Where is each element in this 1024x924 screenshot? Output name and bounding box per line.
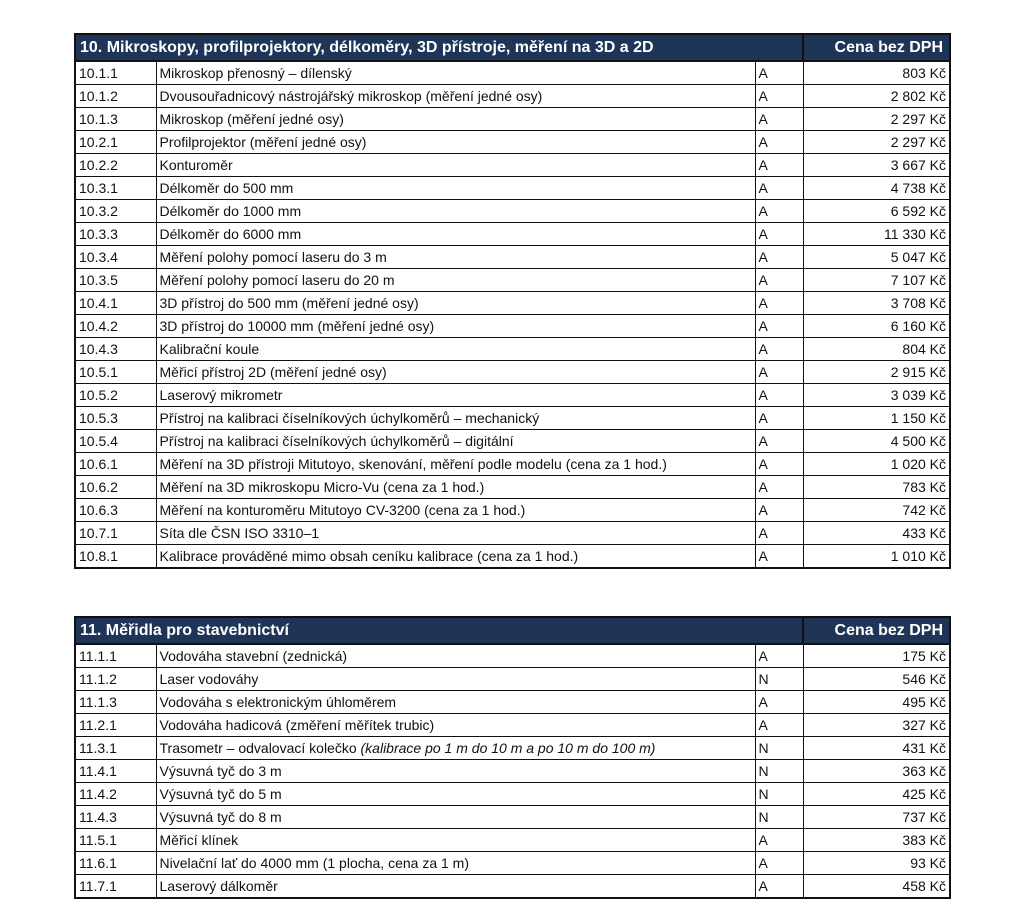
table-row — [75, 131, 950, 154]
item-description — [156, 246, 755, 269]
item-category: A — [755, 476, 803, 499]
item-description — [156, 338, 755, 361]
item-description-text: Měřicí klínek — [159, 832, 239, 848]
item-price: 7 107 Kč — [803, 269, 950, 292]
item-category: A — [755, 200, 803, 223]
section-header-row — [75, 617, 950, 644]
table-row — [75, 177, 950, 200]
item-price: 737 Kč — [803, 806, 950, 829]
item-price: 742 Kč — [803, 499, 950, 522]
item-category: A — [755, 499, 803, 522]
item-description — [156, 85, 755, 108]
item-description-text: Nivelační lať do 4000 mm (1 plocha, cena za 1 m) — [159, 855, 470, 871]
item-code: 10.1.3 — [75, 108, 156, 131]
item-description — [156, 200, 755, 223]
item-price: 2 297 Kč — [803, 108, 950, 131]
table-row — [75, 783, 950, 806]
item-price: 803 Kč — [803, 61, 950, 85]
item-description-text: Dvousouřadnicový nástrojářský mikroskop (měření jedné osy) — [159, 88, 543, 104]
item-description — [156, 737, 755, 760]
item-price: 93 Kč — [803, 852, 950, 875]
item-category: A — [755, 292, 803, 315]
item-price: 6 160 Kč — [803, 315, 950, 338]
item-description — [156, 61, 755, 85]
item-description-text: Laserový mikrometr — [159, 387, 283, 403]
price-table-section-10 — [74, 33, 951, 569]
item-description-text: Trasometr – odvalovací kolečko — [159, 740, 357, 756]
item-code: 10.6.2 — [75, 476, 156, 499]
item-category: A — [755, 246, 803, 269]
item-price: 1 150 Kč — [803, 407, 950, 430]
table-row — [75, 154, 950, 177]
item-category: A — [755, 108, 803, 131]
table-row — [75, 361, 950, 384]
item-code: 11.1.3 — [75, 691, 156, 714]
table-row — [75, 714, 950, 737]
item-description-text: Délkoměr do 1000 mm — [159, 203, 302, 219]
item-price: 3 708 Kč — [803, 292, 950, 315]
item-category: A — [755, 875, 803, 899]
item-category: N — [755, 783, 803, 806]
table-row — [75, 338, 950, 361]
item-category: A — [755, 154, 803, 177]
item-description-text: Vodováha s elektronickým úhloměrem — [159, 694, 397, 710]
item-description-text: Délkoměr do 500 mm — [159, 180, 294, 196]
item-description-text: 3D přístroj do 10000 mm (měření jedné osy) — [159, 318, 435, 334]
item-code: 10.7.1 — [75, 522, 156, 545]
section-header-row — [75, 34, 950, 61]
item-description — [156, 177, 755, 200]
item-description-text: Výsuvná tyč do 8 m — [159, 809, 282, 825]
item-description — [156, 269, 755, 292]
table-row — [75, 430, 950, 453]
item-price: 804 Kč — [803, 338, 950, 361]
item-note: (kalibrace po 1 m do 10 m a po 10 m do 100 m) — [360, 740, 656, 756]
table-row — [75, 668, 950, 691]
item-price: 1 020 Kč — [803, 453, 950, 476]
table-row — [75, 545, 950, 569]
item-description-text: Přístroj na kalibraci číselníkových úchylkoměrů – digitální — [159, 433, 514, 449]
item-description — [156, 430, 755, 453]
item-description-text: Měření polohy pomocí laseru do 20 m — [159, 272, 395, 288]
item-price: 5 047 Kč — [803, 246, 950, 269]
item-price: 425 Kč — [803, 783, 950, 806]
item-price: 3 667 Kč — [803, 154, 950, 177]
item-code: 11.7.1 — [75, 875, 156, 899]
item-category: A — [755, 691, 803, 714]
item-description-text: Vodováha stavební (zednická) — [159, 648, 348, 664]
table-row — [75, 499, 950, 522]
item-category: N — [755, 760, 803, 783]
item-description — [156, 476, 755, 499]
item-category: A — [755, 85, 803, 108]
table-row — [75, 108, 950, 131]
item-category: A — [755, 361, 803, 384]
item-description — [156, 668, 755, 691]
item-code: 10.5.4 — [75, 430, 156, 453]
item-code: 10.4.3 — [75, 338, 156, 361]
item-description-text: Výsuvná tyč do 5 m — [159, 786, 282, 802]
table-row — [75, 61, 950, 85]
item-price: 11 330 Kč — [803, 223, 950, 246]
item-description — [156, 154, 755, 177]
item-description — [156, 691, 755, 714]
table-row — [75, 691, 950, 714]
item-description — [156, 384, 755, 407]
item-description-text: Přístroj na kalibraci číselníkových úchylkoměrů – mechanický — [159, 410, 540, 426]
item-description-text: Mikroskop (měření jedné osy) — [159, 111, 344, 127]
item-code: 10.5.1 — [75, 361, 156, 384]
item-description — [156, 361, 755, 384]
table-row — [75, 737, 950, 760]
price-column-header: Cena bez DPH — [803, 617, 950, 644]
item-code: 10.5.2 — [75, 384, 156, 407]
table-row — [75, 269, 950, 292]
item-category: A — [755, 852, 803, 875]
table-row — [75, 875, 950, 899]
item-description-text: Kalibrační koule — [159, 341, 260, 357]
item-description — [156, 131, 755, 154]
item-price: 783 Kč — [803, 476, 950, 499]
item-description — [156, 875, 755, 899]
table-row — [75, 384, 950, 407]
item-code: 11.1.1 — [75, 644, 156, 668]
item-description-text: Síta dle ČSN ISO 3310–1 — [159, 525, 320, 541]
table-row — [75, 223, 950, 246]
item-description-text: Délkoměr do 6000 mm — [159, 226, 302, 242]
item-code: 11.4.1 — [75, 760, 156, 783]
item-category: A — [755, 714, 803, 737]
item-description — [156, 806, 755, 829]
item-price: 2 297 Kč — [803, 131, 950, 154]
item-code: 10.6.1 — [75, 453, 156, 476]
item-price: 433 Kč — [803, 522, 950, 545]
item-category: N — [755, 668, 803, 691]
item-category: A — [755, 829, 803, 852]
item-code: 10.1.2 — [75, 85, 156, 108]
item-code: 10.2.2 — [75, 154, 156, 177]
item-price: 363 Kč — [803, 760, 950, 783]
item-category: A — [755, 223, 803, 246]
item-category: A — [755, 453, 803, 476]
item-description — [156, 108, 755, 131]
item-description-text: Kalibrace prováděné mimo obsah ceníku kalibrace (cena za 1 hod.) — [159, 548, 579, 564]
item-description — [156, 545, 755, 569]
item-code: 10.4.1 — [75, 292, 156, 315]
item-code: 11.4.2 — [75, 783, 156, 806]
item-description — [156, 407, 755, 430]
item-description — [156, 315, 755, 338]
item-description — [156, 522, 755, 545]
item-description-text: Vodováha hadicová (změření měřítek trubic) — [159, 717, 435, 733]
item-description — [156, 223, 755, 246]
item-description-text: Laser vodováhy — [159, 671, 259, 687]
item-description — [156, 292, 755, 315]
item-price: 4 738 Kč — [803, 177, 950, 200]
table-row — [75, 760, 950, 783]
item-description-text: Laserový dálkoměr — [159, 878, 278, 894]
item-code: 11.5.1 — [75, 829, 156, 852]
item-price: 2 915 Kč — [803, 361, 950, 384]
table-row — [75, 476, 950, 499]
item-description-text: Mikroskop přenosný – dílenský — [159, 65, 352, 81]
item-price: 327 Kč — [803, 714, 950, 737]
item-category: A — [755, 177, 803, 200]
item-category: A — [755, 315, 803, 338]
item-description — [156, 714, 755, 737]
item-code: 11.4.3 — [75, 806, 156, 829]
table-row — [75, 806, 950, 829]
item-code: 10.3.4 — [75, 246, 156, 269]
item-category: A — [755, 545, 803, 569]
item-description-text: Měření na konturoměru Mitutoyo CV-3200 (cena za 1 hod.) — [159, 502, 526, 518]
item-category: A — [755, 522, 803, 545]
item-description — [156, 783, 755, 806]
table-row — [75, 292, 950, 315]
price-table-section-11 — [74, 616, 951, 899]
item-description — [156, 499, 755, 522]
item-code: 10.3.3 — [75, 223, 156, 246]
item-category: N — [755, 737, 803, 760]
item-price: 546 Kč — [803, 668, 950, 691]
price-column-header: Cena bez DPH — [803, 34, 950, 61]
table-row — [75, 644, 950, 668]
item-code: 10.2.1 — [75, 131, 156, 154]
item-price: 6 592 Kč — [803, 200, 950, 223]
section-title: 11. Měřidla pro stavebnictví — [75, 617, 803, 644]
item-description-text: Měření na 3D přístroji Mitutoyo, skenování, měření podle modelu (cena za 1 hod.) — [159, 456, 667, 472]
item-price: 4 500 Kč — [803, 430, 950, 453]
item-price: 458 Kč — [803, 875, 950, 899]
table-row — [75, 852, 950, 875]
table-row — [75, 85, 950, 108]
item-code: 11.6.1 — [75, 852, 156, 875]
item-code: 10.5.3 — [75, 407, 156, 430]
item-code: 10.3.1 — [75, 177, 156, 200]
item-code: 11.3.1 — [75, 737, 156, 760]
item-price: 383 Kč — [803, 829, 950, 852]
item-code: 11.1.2 — [75, 668, 156, 691]
item-description-text: Měření na 3D mikroskopu Micro-Vu (cena za 1 hod.) — [159, 479, 485, 495]
item-description-text: Profilprojektor (měření jedné osy) — [159, 134, 367, 150]
table-row — [75, 246, 950, 269]
item-price: 431 Kč — [803, 737, 950, 760]
table-row — [75, 829, 950, 852]
table-row — [75, 453, 950, 476]
item-description-text: Konturoměr — [159, 157, 233, 173]
item-category: A — [755, 384, 803, 407]
item-category: A — [755, 269, 803, 292]
item-category: A — [755, 430, 803, 453]
item-description — [156, 829, 755, 852]
item-price: 495 Kč — [803, 691, 950, 714]
item-price: 3 039 Kč — [803, 384, 950, 407]
item-category: A — [755, 644, 803, 668]
item-code: 10.4.2 — [75, 315, 156, 338]
item-price: 2 802 Kč — [803, 85, 950, 108]
item-description — [156, 852, 755, 875]
item-code: 10.8.1 — [75, 545, 156, 569]
table-row — [75, 315, 950, 338]
item-description-text: Výsuvná tyč do 3 m — [159, 763, 282, 779]
item-code: 10.6.3 — [75, 499, 156, 522]
section-title: 10. Mikroskopy, profilprojektory, délkoměry, 3D přístroje, měření na 3D a 2D — [75, 34, 803, 61]
item-category: A — [755, 61, 803, 85]
item-category: A — [755, 131, 803, 154]
item-price: 1 010 Kč — [803, 545, 950, 569]
item-category: N — [755, 806, 803, 829]
item-category: A — [755, 338, 803, 361]
item-description-text: 3D přístroj do 500 mm (měření jedné osy) — [159, 295, 419, 311]
item-description-text: Měření polohy pomocí laseru do 3 m — [159, 249, 387, 265]
item-code: 10.3.2 — [75, 200, 156, 223]
item-description — [156, 760, 755, 783]
item-description-text: Měřicí přístroj 2D (měření jedné osy) — [159, 364, 387, 380]
item-code: 11.2.1 — [75, 714, 156, 737]
item-description — [156, 453, 755, 476]
item-code: 10.1.1 — [75, 61, 156, 85]
item-category: A — [755, 407, 803, 430]
item-price: 175 Kč — [803, 644, 950, 668]
table-row — [75, 407, 950, 430]
table-row — [75, 200, 950, 223]
table-row — [75, 522, 950, 545]
item-code: 10.3.5 — [75, 269, 156, 292]
item-description — [156, 644, 755, 668]
